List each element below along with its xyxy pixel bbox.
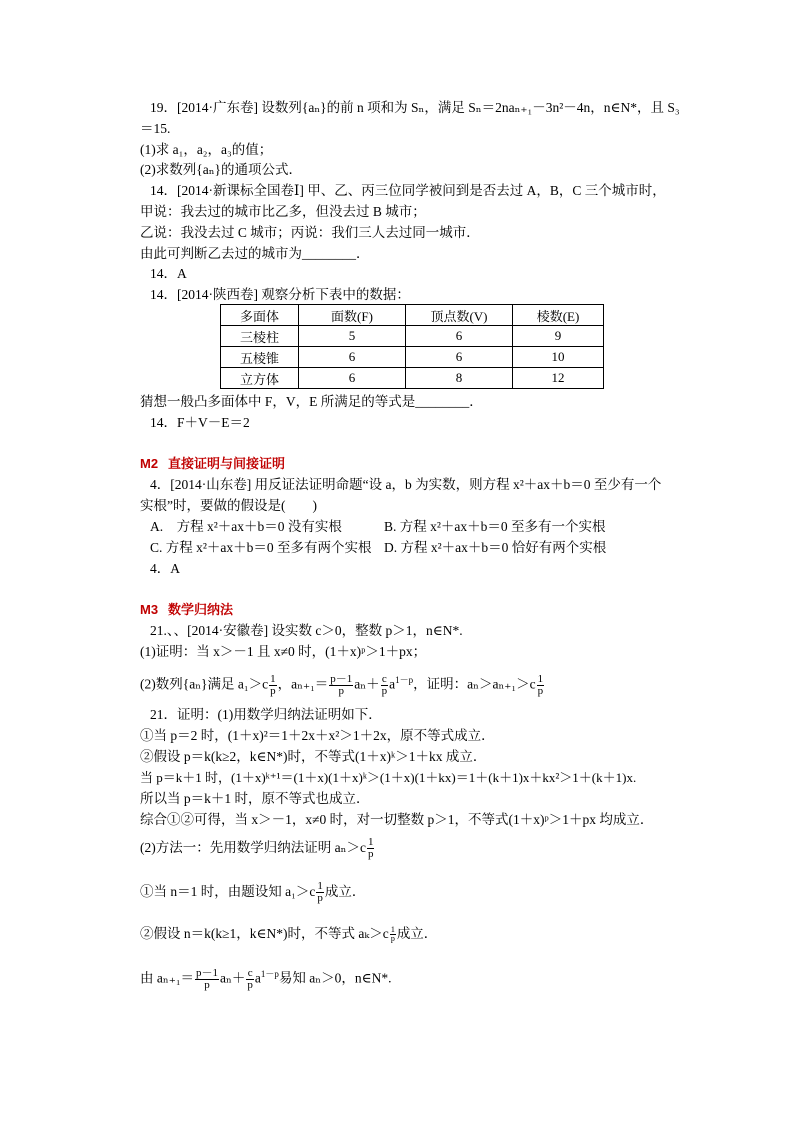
text-segment: a	[389, 676, 396, 692]
table-row	[221, 326, 604, 347]
fraction-numerator: 1	[537, 672, 544, 685]
table-cell: 8	[406, 368, 513, 389]
solution-21-line1: 21．证明：(1)用数学归纳法证明如下．	[150, 707, 382, 722]
exponent: 1－p	[395, 675, 414, 685]
fraction-numerator: c	[381, 672, 387, 685]
solution-21-line5: 所以当 p＝k＋1 时，原不等式也成立．	[140, 791, 370, 806]
text-segment: a	[254, 970, 261, 986]
table-cell: 6	[299, 368, 406, 389]
fraction-numerator: 1	[390, 925, 395, 935]
table-cell: 五棱锥	[221, 347, 299, 368]
exponent: 1－p	[260, 969, 279, 979]
problem-19-part2: (2)求数列{aₙ}的通项公式．	[140, 162, 303, 177]
table-header-row	[221, 305, 604, 326]
problem-4-option-a: A. 方程 x²＋ax＋b＝0 没有实根	[150, 519, 342, 534]
table-cell: 6	[299, 347, 406, 368]
table-cell: 12	[513, 368, 604, 389]
table-header-cell: 多面体	[221, 305, 299, 326]
solution-21-line10	[140, 962, 391, 991]
fraction	[246, 968, 254, 991]
fraction-numerator: c	[247, 966, 253, 979]
table-row	[221, 347, 604, 368]
fraction-denominator: p	[317, 892, 323, 905]
table-cell: 9	[513, 326, 604, 347]
fraction	[195, 968, 219, 991]
problem-14a-line4: 由此可判断乙去过的城市为________．	[140, 246, 370, 261]
problem-14a-line1: 14．[2014·新课标全国卷Ⅰ] 甲、乙、丙三位同学被问到是否去过 A，B，C 三个城市时，	[150, 183, 666, 198]
table-cell: 5	[299, 326, 406, 347]
problem-21-line3	[140, 668, 545, 697]
problem-14a-line3: 乙说：我没去过 C 城市；丙说：我们三人去过同一城市．	[140, 225, 480, 240]
problem-4-line2: 实根”时，要做的假设是( )	[140, 498, 317, 513]
table-row	[221, 368, 604, 389]
fraction-denominator: p	[390, 934, 395, 944]
section-heading-m3	[140, 601, 233, 619]
fraction	[381, 674, 389, 697]
fraction-numerator: 1	[317, 880, 323, 893]
problem-19-line1: 19．[2014·广东卷] 设数列{aₙ}的前 n 项和为 Sₙ，满足 Sₙ＝2naₙ₊₁－3n²－4n，n∈N*，且 S₃	[150, 100, 680, 115]
fraction-denominator: p	[338, 684, 345, 697]
table-cell: 6	[406, 347, 513, 368]
text-segment: 由 aₙ₊₁＝	[140, 970, 195, 986]
text-segment: ②假设 n＝k(k≥1，k∈N*)时，不等式 aₖ＞c	[140, 926, 389, 941]
fraction	[269, 674, 277, 697]
fraction-denominator: p	[270, 684, 276, 697]
table-cell: 立方体	[221, 368, 299, 389]
fraction	[367, 837, 375, 860]
fraction-numerator: 1	[270, 672, 276, 685]
table-cell: 三棱柱	[221, 326, 299, 347]
text-segment: (2)数列{aₙ}满足 a₁＞c	[140, 676, 269, 692]
fraction-denominator: p	[367, 848, 374, 861]
fraction-denominator: p	[381, 684, 388, 697]
text-segment: ，证明：aₙ＞aₙ₊₁＞c	[413, 676, 536, 692]
fraction-denominator: p	[247, 978, 253, 991]
fraction-denominator: p	[537, 684, 544, 697]
text-segment: (2)方法一：先用数学归纳法证明 aₙ＞c	[140, 840, 366, 855]
fraction-numerator: p－1	[196, 966, 219, 979]
text-segment: 易知 aₙ＞0，n∈N*.	[278, 970, 392, 986]
fraction	[329, 674, 353, 697]
table-cell: 10	[513, 347, 604, 368]
problem-14b-line2: 猜想一般凸多面体中 F，V，E 所满足的等式是________．	[140, 394, 483, 409]
solution-21-line9	[140, 922, 437, 946]
problem-4-option-c: C. 方程 x²＋ax＋b＝0 至多有两个实根	[150, 540, 372, 555]
section-heading-m2	[140, 455, 285, 473]
problem-4-answer: 4．A	[150, 561, 180, 576]
problem-21-line2: (1)证明：当 x＞－1 且 x≠0 时，(1＋x)ᵖ＞1＋px；	[140, 644, 427, 659]
text-segment: aₙ＋	[354, 676, 380, 692]
problem-4-option-d: D. 方程 x²＋ax＋b＝0 恰好有两个实根	[384, 540, 607, 555]
table-header-cell: 棱数(E)	[513, 305, 604, 326]
problem-4-option-b: B. 方程 x²＋ax＋b＝0 至多有一个实根	[384, 519, 606, 534]
fraction-numerator: 1	[367, 836, 374, 849]
text-segment: aₙ＋	[220, 970, 246, 986]
text-segment: 成立．	[396, 926, 438, 941]
problem-14a-answer: 14．A	[150, 266, 187, 281]
fraction-numerator: p－1	[330, 672, 353, 685]
solution-21-line4: 当 p＝k＋1 时，(1＋x)ᵏ⁺¹＝(1＋x)(1＋x)ᵏ＞(1＋x)(1＋kx)＝1＋(k＋1)x＋kx²＞1＋(k＋1)x.	[140, 770, 637, 785]
text-segment: 成立．	[324, 884, 366, 899]
solution-21-line7	[140, 836, 375, 860]
problem-19-line2: ＝15.	[140, 121, 171, 136]
table-header-cell: 面数(F)	[299, 305, 406, 326]
problem-19-part1: (1)求 a₁，a₂，a₃的值；	[140, 142, 273, 157]
polyhedra-table	[220, 304, 604, 389]
table-header-cell: 顶点数(V)	[406, 305, 513, 326]
fraction	[390, 926, 396, 943]
text-segment: ①当 n＝1 时，由题设知 a₁＞c	[140, 884, 316, 899]
table-cell: 6	[406, 326, 513, 347]
solution-21-line2: ①当 p＝2 时，(1＋x)²＝1＋2x＋x²＞1＋2x，原不等式成立．	[140, 728, 495, 743]
problem-21-line1: 21.、、[2014·安徽卷] 设实数 c＞0，整数 p＞1，n∈N*.	[150, 623, 463, 638]
section-code: M2	[140, 456, 159, 471]
section-title: 数学归纳法	[168, 602, 234, 617]
fraction	[316, 881, 324, 904]
solution-21-line6: 综合①②可得，当 x＞－1，x≠0 时，对一切整数 p＞1，不等式(1＋x)ᵖ＞1＋px 均成立．	[140, 812, 654, 827]
problem-4-line1: 4．[2014·山东卷] 用反证法证明命题“设 a，b 为实数，则方程 x²＋ax＋b＝0 至少有一个	[150, 477, 662, 492]
section-title: 直接证明与间接证明	[168, 456, 286, 471]
problem-14b-answer: 14．F＋V－E＝2	[150, 415, 250, 430]
solution-21-line8	[140, 880, 365, 904]
problem-14a-line2: 甲说：我去过的城市比乙多，但没去过 B 城市；	[140, 204, 426, 219]
fraction	[537, 674, 545, 697]
fraction-denominator: p	[204, 978, 210, 991]
text-segment: ，aₙ₊₁＝	[277, 676, 329, 692]
section-code: M3	[140, 602, 159, 617]
solution-21-line3: ②假设 p＝k(k≥2，k∈N*)时，不等式(1＋x)ᵏ＞1＋kx 成立．	[140, 749, 487, 764]
problem-14b-line1: 14．[2014·陕西卷] 观察分析下表中的数据：	[150, 287, 410, 302]
